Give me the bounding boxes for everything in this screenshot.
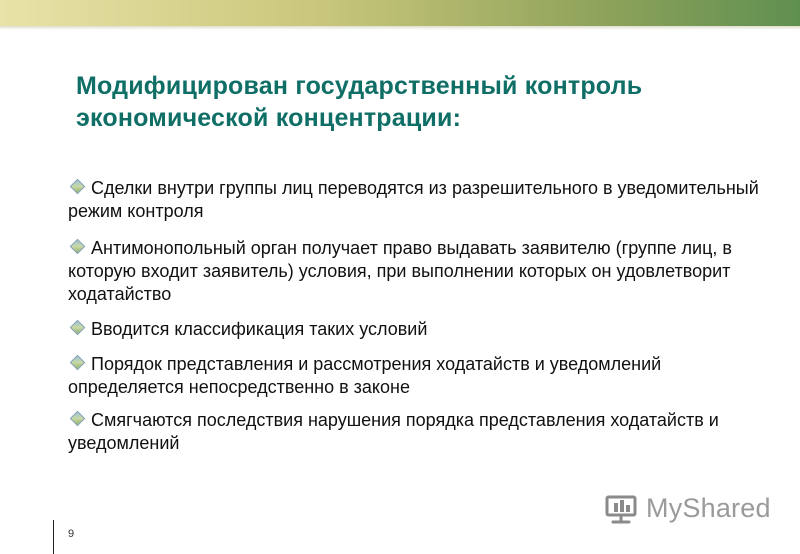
diamond-bullet-icon: [70, 411, 86, 427]
page-number-rule: [53, 520, 54, 554]
watermark-logo: [604, 488, 774, 528]
bullet-item: [68, 177, 768, 223]
bullet-text: Смягчаются последствия нарушения порядка представления ходатайств и уведомлений: [68, 410, 719, 453]
top-decorative-bar: [0, 0, 800, 26]
diamond-bullet-icon: [70, 239, 86, 255]
slide-title: Модифицирован государственный контроль экономической концентрации:: [76, 72, 643, 132]
bullet-text: Сделки внутри группы лиц переводятся из разрешительного в уведомительный режим контроля: [68, 178, 759, 221]
watermark-text: MyShared: [646, 493, 771, 523]
bullet-item: [68, 237, 768, 306]
bullet-item: [68, 409, 768, 455]
diamond-bullet-icon: [70, 179, 86, 195]
page-number: 9: [68, 528, 75, 540]
presentation-board-icon: [604, 491, 638, 525]
bullet-list: [68, 177, 768, 465]
bullet-item: [68, 318, 768, 341]
bullet-text: Вводится классификация таких условий: [91, 319, 428, 339]
diamond-bullet-icon: [70, 355, 86, 371]
diamond-bullet-icon: [70, 320, 86, 336]
bullet-item: [68, 353, 768, 399]
bullet-text: Порядок представления и рассмотрения ходатайств и уведомлений определяется непосредственно в законе: [68, 354, 662, 397]
bullet-text: Антимонопольный орган получает право выдавать заявителю (группе лиц, в которую входит заявитель) условия, при выполнении которых он удовлетворит ходатайство: [68, 238, 732, 304]
